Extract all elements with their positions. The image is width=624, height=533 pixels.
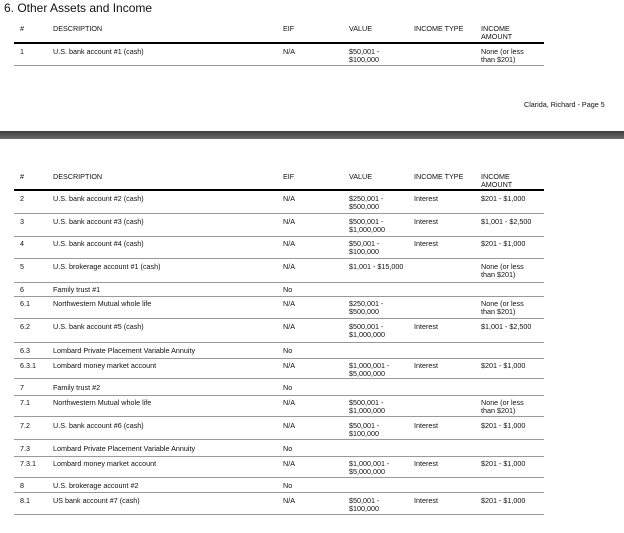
row-income-amount: None (or less than $201) bbox=[481, 47, 524, 64]
row-num: 6 bbox=[20, 285, 24, 294]
row-eif: N/A bbox=[283, 262, 295, 271]
row-income-type: Interest bbox=[414, 496, 438, 505]
row-income-type: Interest bbox=[414, 322, 438, 331]
row-divider bbox=[14, 282, 544, 283]
row-num: 7.3 bbox=[20, 444, 30, 453]
row-divider bbox=[14, 456, 544, 457]
row-divider bbox=[14, 258, 544, 259]
row-income-amount: $201 - $1,000 bbox=[481, 496, 526, 505]
row-divider bbox=[14, 296, 544, 297]
page-break bbox=[0, 131, 624, 139]
row-eif: No bbox=[283, 481, 293, 490]
row-divider bbox=[14, 342, 544, 343]
row-description: Northwestern Mutual whole life bbox=[53, 299, 152, 308]
row-income-type: Interest bbox=[414, 217, 438, 226]
row-income-amount: $201 - $1,000 bbox=[481, 361, 526, 370]
row-value: $50,001 - $100,000 bbox=[349, 496, 380, 513]
row-num: 7.1 bbox=[20, 398, 30, 407]
row-eif: No bbox=[283, 383, 293, 392]
row-eif: N/A bbox=[283, 459, 295, 468]
row-num: 4 bbox=[20, 239, 24, 248]
row-num: 6.3 bbox=[20, 346, 30, 355]
row-description: U.S. brokerage account #1 (cash) bbox=[53, 262, 161, 271]
header-num: # bbox=[20, 24, 24, 33]
header-eif: EIF bbox=[283, 24, 295, 33]
row-num: 6.3.1 bbox=[20, 361, 36, 370]
row-value: $500,001 - $1,000,000 bbox=[349, 217, 385, 234]
row-income-amount: $1,001 - $2,500 bbox=[481, 217, 532, 226]
row-income-type: Interest bbox=[414, 421, 438, 430]
row-description: U.S. bank account #6 (cash) bbox=[53, 421, 144, 430]
header-income-amount: INCOME AMOUNT bbox=[481, 24, 513, 41]
row-divider bbox=[14, 358, 544, 359]
row-value: $1,000,001 - $5,000,000 bbox=[349, 459, 390, 476]
header-rule bbox=[14, 189, 544, 191]
row-eif: No bbox=[283, 285, 293, 294]
row-description: Lombard Private Placement Variable Annuity bbox=[53, 444, 196, 453]
row-description: Lombard money market account bbox=[53, 459, 157, 468]
row-value: $50,001 - $100,000 bbox=[349, 421, 380, 438]
section-title: 6. Other Assets and Income bbox=[4, 1, 153, 15]
row-income-amount: None (or less than $201) bbox=[481, 398, 524, 415]
row-divider bbox=[14, 318, 544, 319]
row-num: 7.3.1 bbox=[20, 459, 36, 468]
row-value: $50,001 - $100,000 bbox=[349, 47, 380, 64]
row-income-type: Interest bbox=[414, 194, 438, 203]
row-num: 8 bbox=[20, 481, 24, 490]
row-eif: N/A bbox=[283, 421, 295, 430]
row-income-amount: $1,001 - $2,500 bbox=[481, 322, 532, 331]
header-value: VALUE bbox=[349, 24, 373, 33]
row-eif: No bbox=[283, 444, 293, 453]
row-description: Family trust #1 bbox=[53, 285, 101, 294]
row-value: $250,001 - $500,000 bbox=[349, 299, 384, 316]
row-num: 1 bbox=[20, 47, 24, 56]
row-description: U.S. bank account #5 (cash) bbox=[53, 322, 144, 331]
row-divider bbox=[14, 439, 544, 440]
row-eif: N/A bbox=[283, 217, 295, 226]
row-description: U.S. bank account #4 (cash) bbox=[53, 239, 144, 248]
header-income-type: INCOME TYPE bbox=[414, 172, 464, 181]
header-eif: EIF bbox=[283, 172, 295, 181]
row-num: 6.2 bbox=[20, 322, 30, 331]
row-eif: N/A bbox=[283, 47, 295, 56]
header-rule bbox=[14, 42, 544, 44]
row-description: Lombard money market account bbox=[53, 361, 157, 370]
page-footer: Clarida, Richard - Page 5 bbox=[524, 100, 605, 109]
row-value: $1,000,001 - $5,000,000 bbox=[349, 361, 390, 378]
row-num: 7.2 bbox=[20, 421, 30, 430]
row-divider bbox=[14, 395, 544, 396]
row-income-type: Interest bbox=[414, 459, 438, 468]
row-eif: N/A bbox=[283, 361, 295, 370]
row-description: U.S. bank account #3 (cash) bbox=[53, 217, 144, 226]
header-value: VALUE bbox=[349, 172, 373, 181]
row-description: U.S. bank account #1 (cash) bbox=[53, 47, 144, 56]
row-value: $1,001 - $15,000 bbox=[349, 262, 404, 271]
row-description: U.S. bank account #2 (cash) bbox=[53, 194, 144, 203]
row-divider bbox=[14, 378, 544, 379]
row-income-amount: $201 - $1,000 bbox=[481, 194, 526, 203]
header-num: # bbox=[20, 172, 24, 181]
row-divider bbox=[14, 213, 544, 214]
header-income-amount: INCOME AMOUNT bbox=[481, 172, 513, 189]
row-income-type: Interest bbox=[414, 361, 438, 370]
row-income-amount: $201 - $1,000 bbox=[481, 421, 526, 430]
row-value: $500,001 - $1,000,000 bbox=[349, 398, 385, 415]
header-description: DESCRIPTION bbox=[53, 172, 103, 181]
row-description: Family trust #2 bbox=[53, 383, 101, 392]
row-income-amount: $201 - $1,000 bbox=[481, 459, 526, 468]
row-eif: No bbox=[283, 346, 293, 355]
header-income-type: INCOME TYPE bbox=[414, 24, 464, 33]
row-description: US bank account #7 (cash) bbox=[53, 496, 140, 505]
row-eif: N/A bbox=[283, 194, 295, 203]
row-description: Northwestern Mutual whole life bbox=[53, 398, 152, 407]
row-divider bbox=[14, 514, 544, 515]
row-eif: N/A bbox=[283, 322, 295, 331]
row-eif: N/A bbox=[283, 496, 295, 505]
row-divider bbox=[14, 236, 544, 237]
row-income-amount: None (or less than $201) bbox=[481, 299, 524, 316]
row-num: 7 bbox=[20, 383, 24, 392]
row-value: $50,001 - $100,000 bbox=[349, 239, 380, 256]
row-eif: N/A bbox=[283, 398, 295, 407]
row-income-amount: None (or less than $201) bbox=[481, 262, 524, 279]
row-num: 8.1 bbox=[20, 496, 30, 505]
row-divider bbox=[14, 65, 544, 66]
row-value: $500,001 - $1,000,000 bbox=[349, 322, 385, 339]
header-description: DESCRIPTION bbox=[53, 24, 103, 33]
row-description: Lombard Private Placement Variable Annuity bbox=[53, 346, 196, 355]
row-eif: N/A bbox=[283, 299, 295, 308]
row-income-amount: $201 - $1,000 bbox=[481, 239, 526, 248]
row-num: 5 bbox=[20, 262, 24, 271]
row-divider bbox=[14, 477, 544, 478]
row-num: 6.1 bbox=[20, 299, 30, 308]
row-income-type: Interest bbox=[414, 239, 438, 248]
row-divider bbox=[14, 492, 544, 493]
row-description: U.S. brokerage account #2 bbox=[53, 481, 139, 490]
row-num: 3 bbox=[20, 217, 24, 226]
row-value: $250,001 - $500,000 bbox=[349, 194, 384, 211]
row-num: 2 bbox=[20, 194, 24, 203]
row-divider bbox=[14, 416, 544, 417]
row-eif: N/A bbox=[283, 239, 295, 248]
